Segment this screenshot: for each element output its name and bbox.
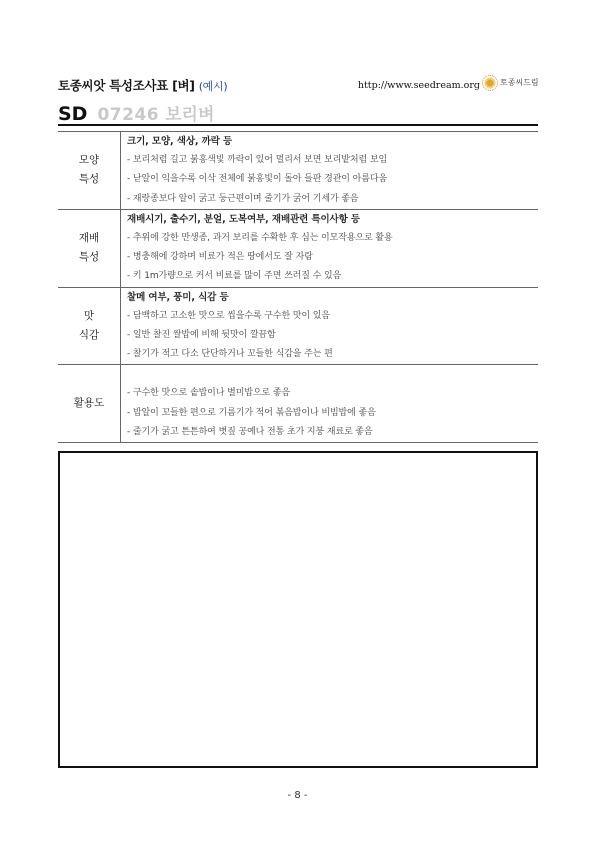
row-item: - 재랑종보다 알이 굵고 둥근편이며 줄기가 굵어 기세가 좋음: [127, 193, 359, 204]
table-row-cultivation: [58, 209, 538, 287]
row-label: [58, 209, 121, 287]
characteristics-table: [58, 131, 538, 443]
table-row-shape: [58, 132, 538, 210]
header-rule: [58, 124, 538, 126]
row-label-line: 활용도: [73, 397, 105, 410]
row-item: - 밥알이 꼬들한 편으로 기름기가 적어 볶음밥이나 비빔밥에 좋음: [127, 407, 376, 418]
site-url: http://www.seedream.org: [357, 80, 480, 91]
seedream-logo: [482, 72, 538, 94]
table-row-taste: [58, 287, 538, 365]
title-text: 토종씨앗 특성조사표 [벼]: [58, 78, 195, 93]
code-prefix: SD: [58, 103, 88, 125]
row-item: - 줄기가 굵고 튼튼하여 볏짚 공예나 전통 초가 지붕 재료로 좋음: [127, 426, 373, 437]
sun-seed-icon: [482, 75, 498, 91]
row-item: - 병충해에 강하며 비료가 적은 땅에서도 잘 자람: [127, 252, 313, 263]
row-item: - 낟알이 익을수록 이삭 전체에 붉홍빛이 돌아 들판 경관이 아름다움: [127, 174, 388, 185]
photo-memo-box: [58, 451, 538, 768]
row-body: [121, 365, 539, 443]
row-item: - 찰기가 적고 다소 단단하거나 꼬들한 식감을 주는 편: [127, 349, 333, 360]
example-tag: (예시): [198, 80, 228, 93]
row-item: - 일반 찰진 쌀밥에 비해 뒷맛이 깔끔함: [127, 329, 276, 340]
row-label: [58, 365, 121, 443]
row-label: [58, 132, 121, 210]
table-row-usage: [58, 365, 538, 443]
row-label-line: 특성: [78, 173, 100, 186]
row-body: [121, 209, 539, 287]
seed-code-line: [58, 100, 538, 125]
row-label-line: 맛: [83, 309, 95, 322]
row-item: - 구수한 맛으로 솥밥이나 별미밥으로 좋음: [127, 388, 291, 399]
document-title: [58, 76, 227, 94]
page-number: - 8 -: [287, 790, 308, 801]
row-label-line: 재배: [78, 232, 100, 245]
row-label-line: 특성: [78, 251, 100, 264]
row-item: - 추위에 강한 만생종, 과거 보리를 수확한 후 심는 이모작용으로 활용: [127, 232, 393, 243]
code-number: 07246: [97, 105, 160, 125]
page-header: [58, 76, 538, 96]
row-label-line: 모양: [78, 154, 100, 167]
variety-name: 보리벼: [165, 105, 215, 125]
row-body: [121, 132, 539, 210]
logo-text: 토종씨드림: [500, 78, 539, 87]
row-heading: 크기, 모양, 색상, 까락 등: [127, 136, 233, 147]
row-heading: [127, 365, 538, 384]
row-heading: 찰메 여부, 풍미, 식감 등: [127, 291, 229, 303]
row-item: - 담백하고 고소한 맛으로 씹을수록 구수한 맛이 있음: [127, 310, 330, 321]
row-heading: 재배시기, 출수기, 분얼, 도복여부, 재배관련 특이사항 등: [127, 213, 360, 225]
row-label: [58, 287, 121, 365]
row-label-line: 식감: [78, 328, 100, 341]
row-item: - 키 1m가량으로 커서 비료를 많이 주면 쓰러질 수 있음: [127, 271, 342, 282]
row-body: [121, 287, 539, 365]
row-item: - 보리처럼 길고 붉홍색빛 까락이 있어 멀리서 보면 보리밭처럼 보임: [127, 155, 388, 166]
